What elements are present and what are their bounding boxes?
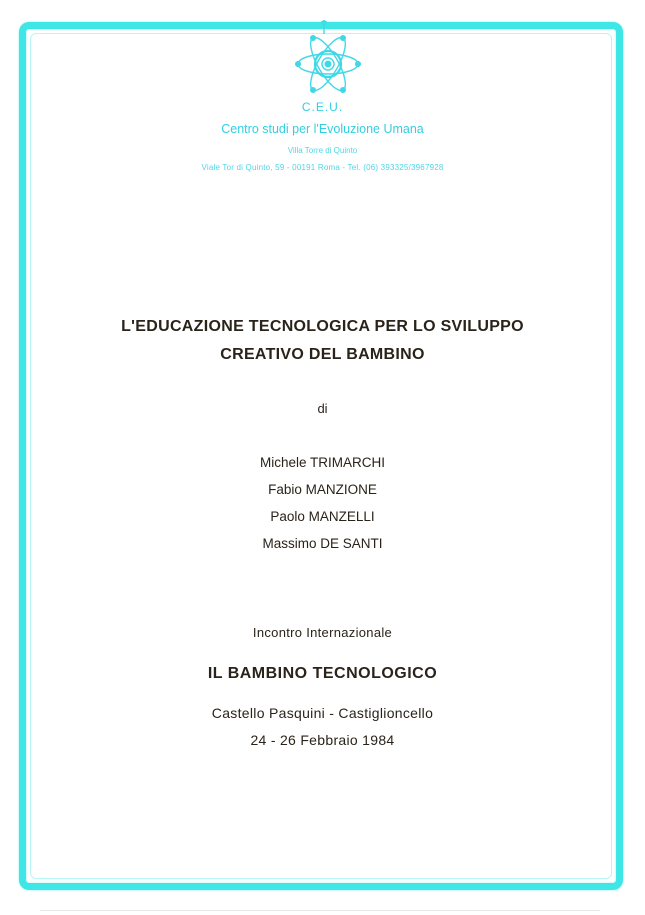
event-place: Castello Pasquini - Castiglioncello xyxy=(211,705,434,721)
event-intro: Incontro Internazionale xyxy=(252,625,393,640)
author-item: Michele TRIMARCHI xyxy=(259,455,386,470)
by-label: di xyxy=(317,401,328,416)
title-line-1: L'EDUCAZIONE TECNOLOGICA PER LO SVILUPPO xyxy=(121,318,524,335)
org-name: Centro studi per l'Evoluzione Umana xyxy=(221,122,424,136)
org-abbreviation: C.E.U. xyxy=(301,100,344,114)
author-item: Massimo DE SANTI xyxy=(262,536,383,551)
org-address: Viale Tor di Quinto, 59 - 00191 Roma - Tel. (06) 393325/3967928 xyxy=(201,163,444,172)
event-name: IL BAMBINO TECNOLOGICO xyxy=(207,665,438,682)
page-bottom-divider xyxy=(40,910,600,911)
atom-emblem-icon xyxy=(288,18,368,100)
document-title xyxy=(0,313,645,369)
author-list xyxy=(0,449,645,557)
title-line-2: CREATIVO DEL BAMBINO xyxy=(220,346,425,363)
author-item: Fabio MANZIONE xyxy=(268,482,377,497)
event-date: 24 - 26 Febbraio 1984 xyxy=(250,732,395,748)
org-villa: Villa Torre di Quinto xyxy=(287,146,358,155)
author-item: Paolo MANZELLI xyxy=(270,509,375,524)
